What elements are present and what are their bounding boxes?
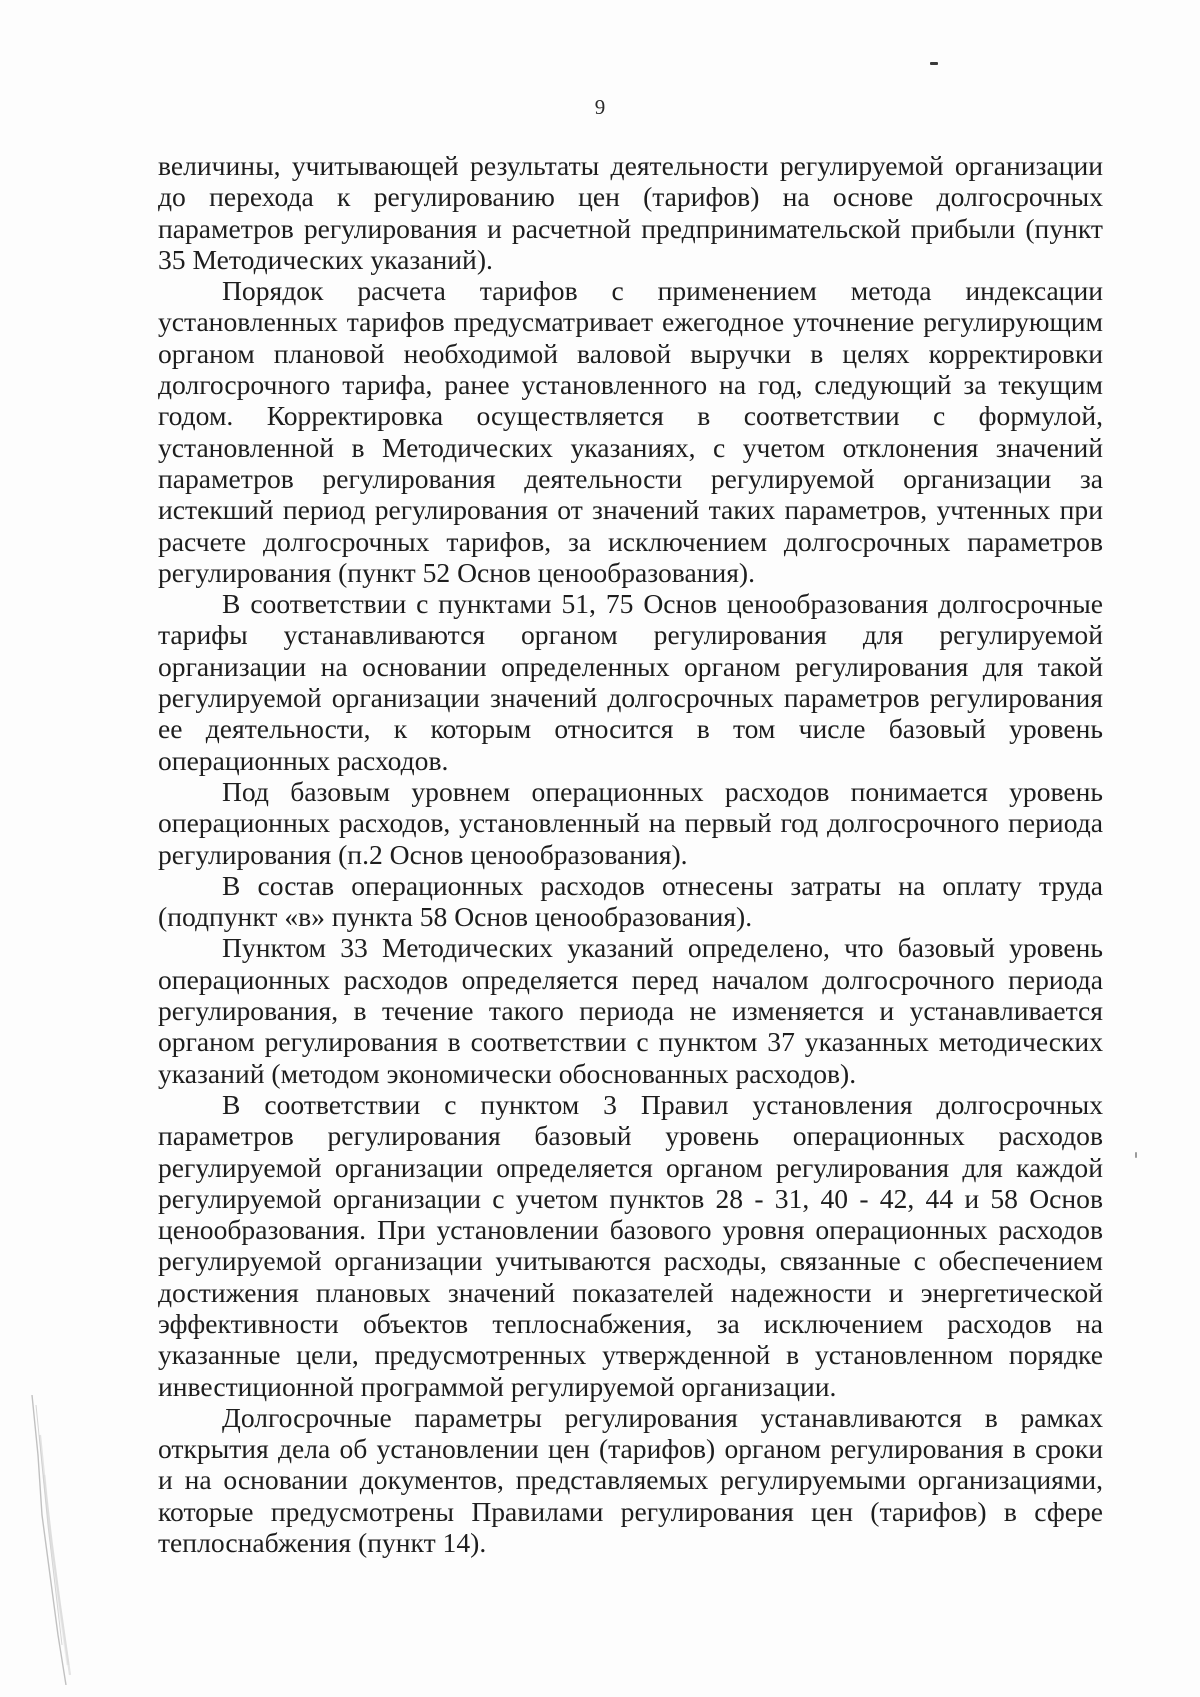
paragraph-operating-costs: В состав операционных расходов отнесены затраты на оплату труда (подпункт «в» пункта 58 Основ ценообразования). (158, 869, 1103, 933)
paragraph-base-level-definition: Под базовым уровнем операционных расходов понимается уровень операционных расходов, установленный на первый год долгосрочного периода регулирования (п.2 Основ ценообразования). (158, 775, 1103, 870)
document-body (158, 150, 1103, 1558)
paragraph-continuation: величины, учитывающей результаты деятельности регулируемой организации до перехода к регулированию цен (тарифов) на основе долгосрочных параметров регулирования и расчетной предпринимательской прибыли (пункт 35 Методических указаний). (158, 150, 1103, 275)
scan-speck (930, 62, 938, 65)
paragraph-tariff-calculation: Порядок расчета тарифов с применением метода индексации установленных тарифов предусматривает ежегодное уточнение регулирующим органом плановой необходимой валовой выручки в целях корректировки долгосрочного тарифа, ранее установленного на год, следующий за текущим годом. Корректировка осуществляется в соответствии с формулой, установленной в Методических указаниях, с учетом отклонения значений параметров регулирования деятельности регулируемой организации за истекший период регулирования от значений таких параметров, учтенных при расчете долгосрочных тарифов, за исключением долгосрочных параметров регулирования (пункт 52 Основ ценообразования). (158, 275, 1103, 588)
paragraph-clause-33: Пунктом 33 Методических указаний определено, что базовый уровень операционных расходов определяется перед началом долгосрочного периода регулирования, в течение такого периода не изменяется и устанавливается органом регулирования в соответствии с пунктом 37 указанных методических указаний (методом экономически обоснованных расходов). (158, 932, 1103, 1089)
page-number: 9 (594, 95, 606, 119)
paragraph-clause-3-rules: В соответствии с пунктом 3 Правил установления долгосрочных параметров регулирования базовый уровень операционных расходов регулируемой организации определяется органом регулирования для каждой регулируемой организации с учетом пунктов 28 - 31, 40 - 42, 44 и 58 Основ ценообразования. При установлении базового уровня операционных расходов регулируемой организации учитываются расходы, связанные с обеспечением достижения плановых значений показателей надежности и энергетической эффективности объектов теплоснабжения, за исключением расходов на указанные цели, предусмотренных утвержденной в установленном порядке инвестиционной программой регулируемой организации. (158, 1088, 1103, 1402)
scan-speck (1135, 1152, 1137, 1158)
paragraph-long-term-tariffs: В соответствии с пунктами 51, 75 Основ ценообразования долгосрочные тарифы устанавливаются органом регулирования для регулируемой организации на основании определенных органом регулирования для такой регулируемой организации значений долгосрочных параметров регулирования ее деятельности, к которым относится в том числе базовый уровень операционных расходов. (158, 588, 1103, 776)
paragraph-long-term-parameters: Долгосрочные параметры регулирования устанавливаются в рамках открытия дела об установлении цен (тарифов) органом регулирования в сроки и на основании документов, представляемых регулируемыми организациями, которые предусмотрены Правилами регулирования цен (тарифов) в сфере теплоснабжения (пункт 14). (158, 1401, 1103, 1559)
scan-edge-artifact (28, 1395, 88, 1685)
